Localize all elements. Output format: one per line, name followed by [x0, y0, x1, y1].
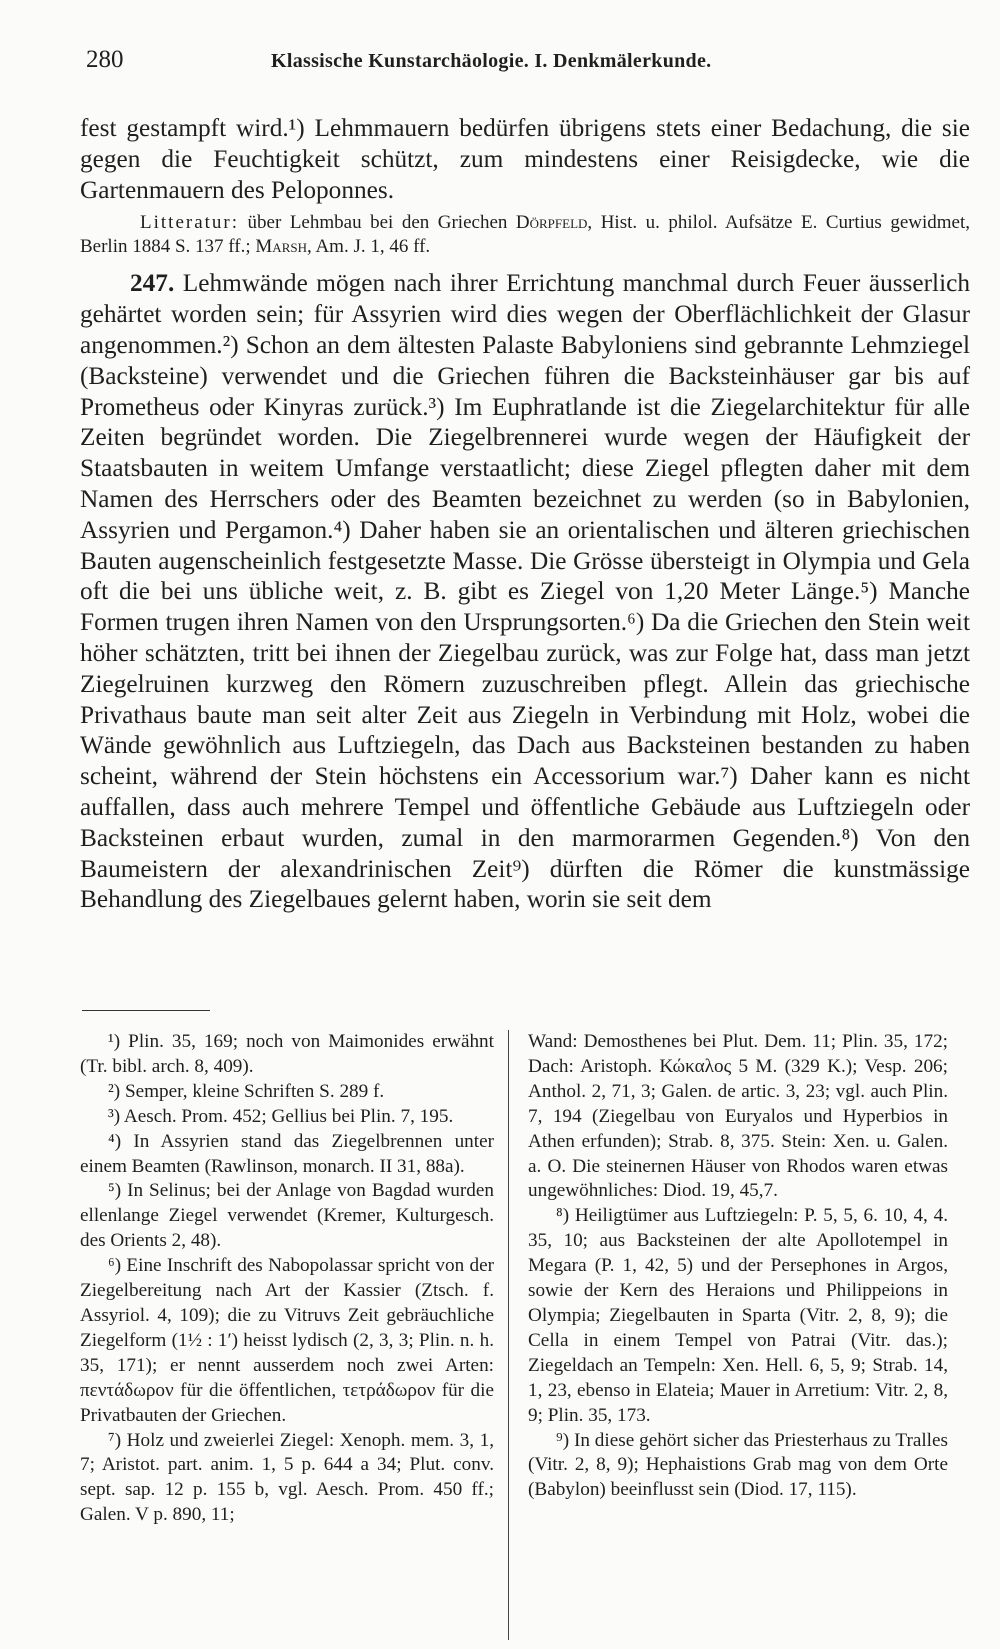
- footnote-5: ⁵) In Selinus; bei der Anlage von Bagdad wurden ellenlange Ziegel verwendet (Kremer, Kulturgesch. des Orients 2, 48).: [80, 1180, 494, 1252]
- footnote-3: ³) Aesch. Prom. 452; Gellius bei Plin. 7, 195.: [108, 1105, 454, 1127]
- paragraph-continuation: fest gestampft wird.¹) Lehmmauern bedürfen übrigens stets einer Bedachung, die sie gegen die Feuchtigkeit schützt, zum mindestens einer Reisigdecke, wie die Gartenmauern des Peloponnes.: [80, 114, 970, 204]
- running-title: Klassische Kunstarchäologie. I. Denkmälerkunde.: [271, 50, 712, 72]
- footnote-8: ⁸) Heiligtümer aus Luftziegeln: P. 5, 5, 6. 10, 4, 4. 35, 10; aus Backsteinen der alte Apollotempel in Megara (P. 1, 42, 5) und der Persephones in Argos, sowie der Kern des Heraions und Philippeions in Olympia; Ziegelbauten in Sparta (Vitr. 2, 8, 9); die Cella in einem Tempel von Patrai (Vitr. das.); Ziegeldach an Tempeln: Xen. Hell. 6, 5, 9; Strab. 14, 1, 23, ebenso in Elateia; Mauer in Arretium: Vitr. 2, 8, 9; Plin. 35, 173.: [528, 1205, 948, 1426]
- running-header: [86, 46, 966, 76]
- literature-text-b: Hist. u. philol. Aufsätze E. Curtius gewidmet, Berlin 1884 S. 137 ff.;: [80, 212, 970, 258]
- literature-label: Litteratur:: [140, 212, 240, 234]
- column-divider: [508, 1030, 509, 1640]
- literature-text-a: über Lehmbau bei den Griechen: [247, 212, 508, 234]
- footnote-4: ⁴) In Assyrien stand das Ziegelbrennen unter einem Beamten (Rawlinson, monarch. II 31, 88a).: [80, 1130, 494, 1177]
- footnotes-left-column: [80, 1030, 494, 1528]
- literature-author-1: Dörpfeld,: [515, 212, 593, 234]
- footnote-7: ⁷) Holz und zweierlei Ziegel: Xenoph. mem. 3, 1, 7; Aristot. part. anim. 1, 5 p. 644 a 34; Plut. conv. sept. sap. 12 p. 155 b, vgl. Aesch. Prom. 450 ff.; Galen. V p. 890, 11;: [80, 1429, 494, 1526]
- footnote-9: ⁹) In diese gehört sicher das Priesterhaus zu Tralles (Vitr. 2, 8, 9); Hephaistions Grab mag von dem Orte (Babylon) beeinflusst sein (Diod. 17, 115).: [528, 1429, 948, 1501]
- page-number: 280: [86, 46, 124, 73]
- footnote-6: ⁶) Eine Inschrift des Nabopolassar spricht von der Ziegelbereitung nach Art der Kassier (Ztsch. f. Assyriol. 4, 109); die zu Vitruvs Zeit gebräuchliche Ziegelform (1½ : 1′) heisst lydisch (2, 3, 3; Plin. n. h. 35, 171); er nennt ausserdem noch zwei Arten: πεντάδωρον für die öffentlichen, τετράδωρον für die Privatbauten der Griechen.: [80, 1255, 494, 1426]
- main-text: [80, 113, 970, 915]
- footnotes-right-column: [528, 1030, 948, 1503]
- section-247: [80, 268, 970, 915]
- literature-author-2: Marsh,: [255, 236, 312, 258]
- section-text: Lehmwände mögen nach ihrer Errichtung manchmal durch Feuer äusserlich gehärtet worden sein; für Assyrien wird dies wegen der Oberflächlichkeit der Glasur angenommen.²) Schon an dem ältesten Palaste Babyloniens sind gebrannte Lehmziegel (Backsteine) verwendet und die Griechen führen die Backsteinhäuser gar bis auf Prometheus oder Kinyras zurück.³) Im Euphratlande ist die Ziegelarchitektur für alle Zeiten begründet worden. Die Ziegelbrennerei wurde wegen der Häufigkeit der Staatsbauten in weitem Umfange verstaatlicht; diese Ziegel pflegten daher mit dem Namen des Herrschers oder des Beamten bezeichnet zu werden (so in Babylonien, Assyrien und Pergamon.⁴) Daher haben sie an orientalischen und älteren griechischen Bauten augenscheinlich festgesetzte Masse. Die Grösse übersteigt in Olympia und Gela oft die bei uns übliche weit, z. B. gibt es Ziegel von 1,20 Meter Länge.⁵) Manche Formen trugen ihren Namen von den Ursprungsorten.⁶) Da die Griechen den Stein weit höher schätzten, tritt bei ihnen der Ziegelbau zurück, was zur Folge hat, dass man jetzt Ziegelruinen kurzweg den Römern zuzuschreiben pflegt. Allein das griechische Privathaus baute man seit alter Zeit aus Ziegeln in Verbindung mit Holz, wobei die Wände gewöhnlich aus Luftziegeln, das Dach aus Backsteinen bestanden zu haben scheint, während der Stein höchstens ein Accessorium war.⁷) Daher kann es nicht auffallen, dass auch mehrere Tempel und öffentliche Gebäude aus Luftziegeln oder Backsteinen erbaut wurden, zumal in den marmorarmen Gegenden.⁸) Von den Baumeistern der alexandrinischen Zeit⁹) dürften die Römer die kunstmässige Behandlung des Ziegelbaues gelernt haben, worin sie seit dem: [80, 269, 970, 914]
- footnote-rule: [82, 1010, 210, 1011]
- literature-text-c: Am. J. 1, 46 ff.: [315, 236, 431, 258]
- footnote-7-continued: Wand: Demosthenes bei Plut. Dem. 11; Plin. 35, 172; Dach: Aristoph. Κώκαλος 5 M. (329 K.); Vesp. 206; Anthol. 2, 71, 3; Galen. de artic. 3, 23; vgl. auch Plin. 7, 194 (Ziegelbau von Euryalos und Hyperbios in Athen erfunden); Strab. 8, 375. Stein: Xen. u. Galen. a. O. Die steinernen Häuser von Rhodos waren etwas ungewöhnliches: Diod. 19, 45,7.: [528, 1031, 948, 1202]
- literature-note: [80, 211, 970, 259]
- section-number: 247.: [130, 269, 175, 298]
- footnote-1: ¹) Plin. 35, 169; noch von Maimonides erwähnt (Tr. bibl. arch. 8, 409).: [80, 1031, 494, 1077]
- footnote-2: ²) Semper, kleine Schriften S. 289 f.: [108, 1080, 385, 1102]
